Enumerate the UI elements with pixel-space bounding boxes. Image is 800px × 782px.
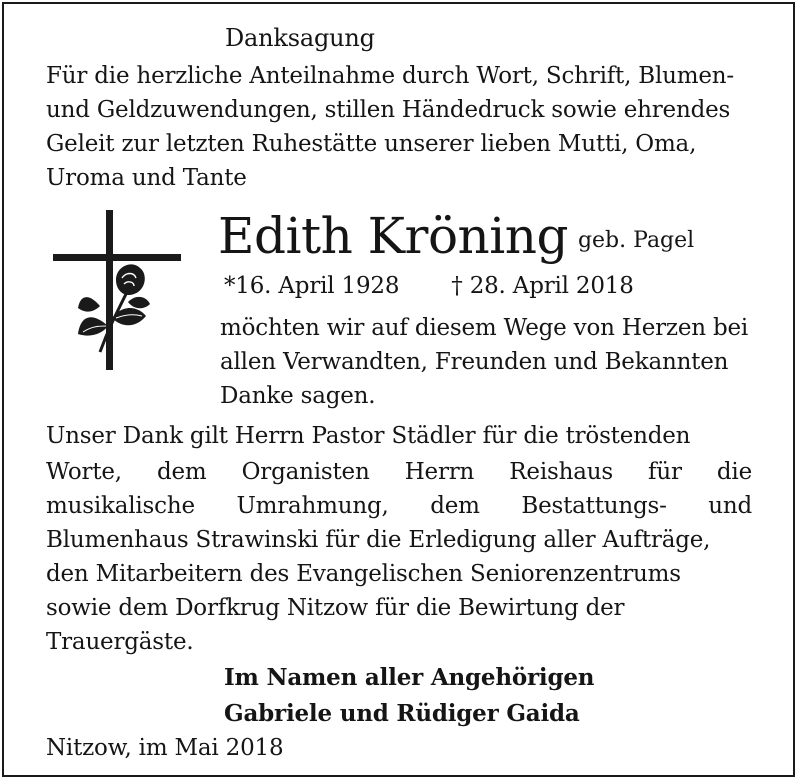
intro-line: Geleit zur letzten Ruhestätte unserer lieben Mutti, Oma,	[46, 131, 697, 157]
thanks-word: für	[648, 459, 682, 485]
thanks-line: sowie dem Dorfkrug Nitzow für die Bewirtung der	[46, 595, 625, 621]
thanks-word: Bestattungs-	[521, 493, 667, 519]
thanks-line: Trauergäste.	[46, 629, 194, 655]
place-date: Nitzow, im Mai 2018	[46, 735, 284, 761]
thanks-line	[46, 492, 752, 520]
birth-date: *16. April 1928	[224, 273, 400, 299]
life-dates	[224, 272, 634, 300]
intro-line: Für die herzliche Anteilnahme durch Wort, Schrift, Blumen-	[46, 63, 734, 89]
thanks-word: und	[708, 493, 752, 519]
thanks-word: Worte,	[46, 459, 122, 485]
thanks-word: Herrn	[404, 459, 475, 485]
thanks-line: Unser Dank gilt Herrn Pastor Städler für die tröstenden	[46, 423, 691, 449]
intro-line: und Geldzuwendungen, stillen Händedruck sowie ehrendes	[46, 97, 731, 123]
middle-line: möchten wir auf diesem Wege von Herzen bei	[220, 315, 749, 341]
thanks-word: musikalische	[46, 493, 195, 519]
thanks-line	[46, 458, 752, 486]
notice-heading: Danksagung	[225, 24, 375, 52]
middle-line: allen Verwandten, Freunden und Bekannten	[220, 349, 729, 375]
middle-line: Danke sagen.	[220, 383, 376, 409]
thanks-word: Organisten	[241, 459, 370, 485]
thanks-word: dem	[430, 493, 480, 519]
thanks-word: die	[716, 459, 752, 485]
deceased-name: Edith Kröning	[218, 207, 568, 265]
closing-line: Im Namen aller Angehörigen	[224, 664, 595, 691]
intro-line: Uroma und Tante	[46, 165, 247, 191]
thanks-word: Umrahmung,	[236, 493, 389, 519]
thanks-word: dem	[157, 459, 207, 485]
cross-with-rose-icon	[52, 210, 182, 370]
thanks-line: den Mitarbeitern des Evangelischen Seniorenzentrums	[46, 561, 681, 587]
thanks-line: Blumenhaus Strawinski für die Erledigung aller Aufträge,	[46, 527, 711, 553]
death-date: † 28. April 2018	[451, 273, 634, 299]
thanks-word: Reishaus	[509, 459, 613, 485]
deceased-name-row	[218, 206, 694, 266]
maiden-name: geb. Pagel	[577, 228, 695, 253]
signatories: Gabriele und Rüdiger Gaida	[224, 700, 580, 727]
